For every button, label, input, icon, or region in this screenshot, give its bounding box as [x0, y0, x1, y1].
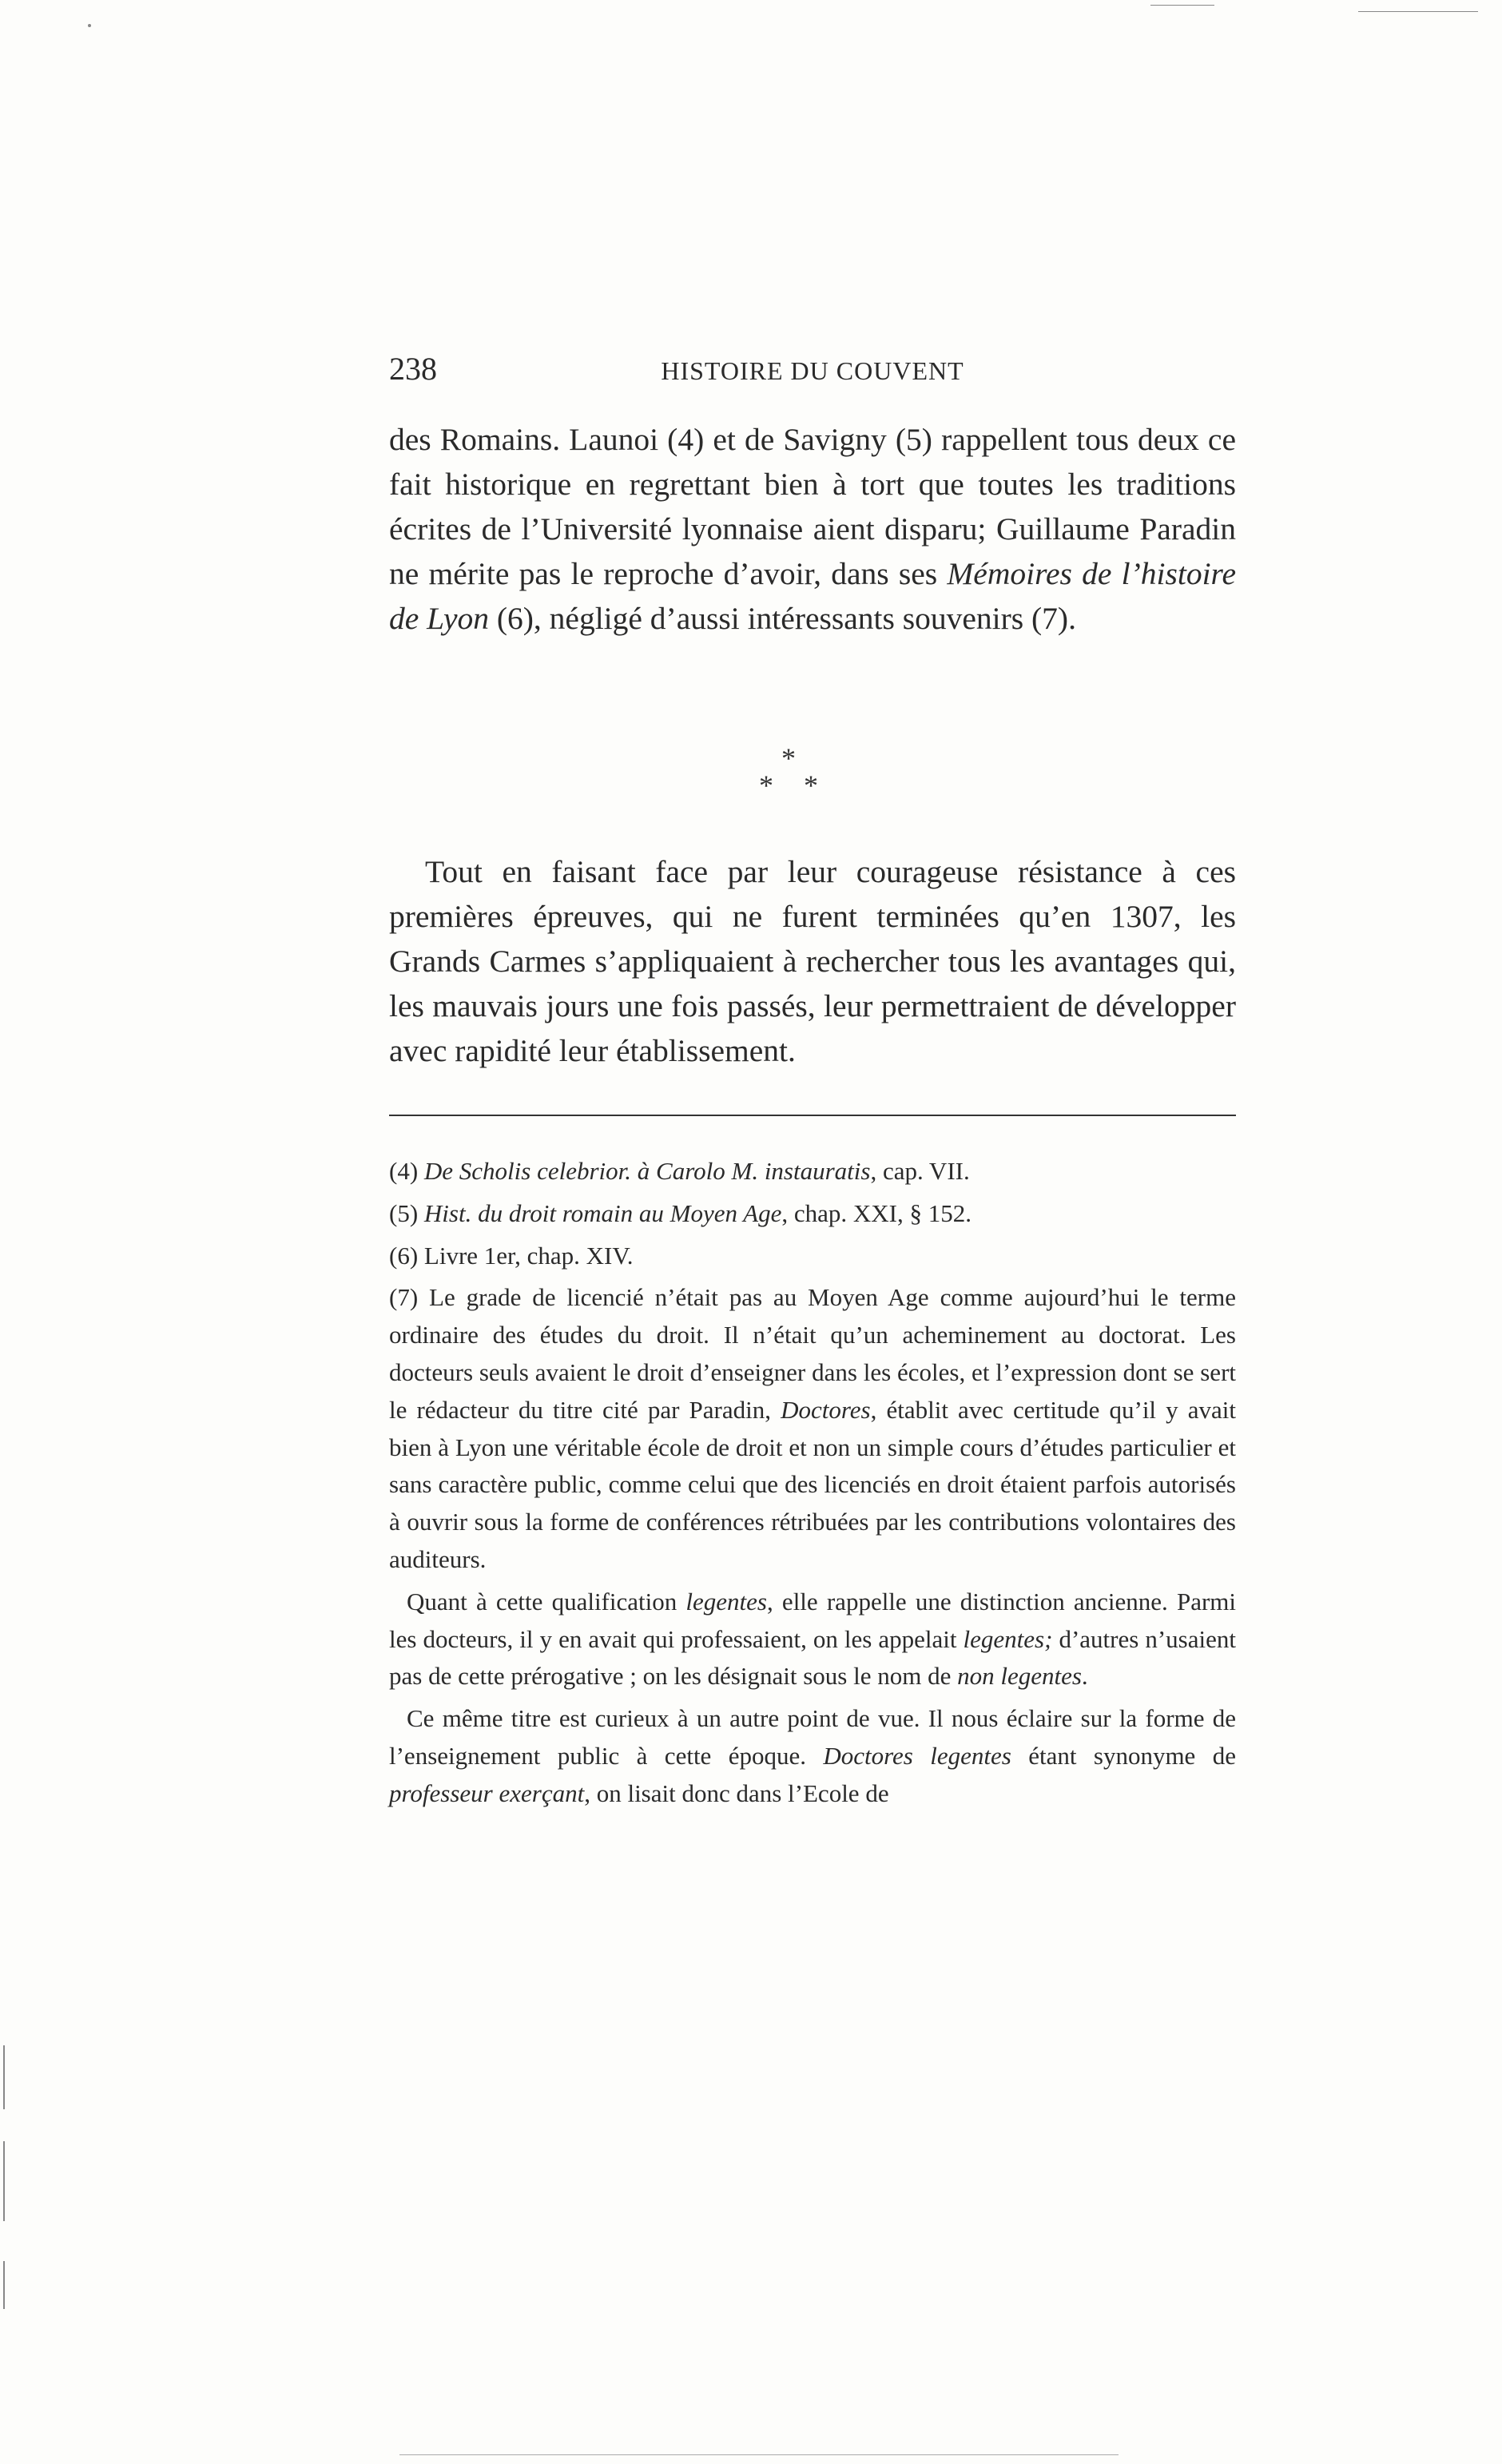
scan-artifact-bottom — [399, 2454, 1119, 2455]
footnote-4 — [389, 1153, 1236, 1190]
footnote-7 — [389, 1279, 1236, 1578]
footnote-7c-text-c: , on lisait donc dans l’Ecole de — [584, 1778, 889, 1807]
footnote-7c-text-a: Ce même titre est curieux à un autre point de vue. Il nous éclaire sur la forme de l’enseignement public à cette époque. — [389, 1704, 1236, 1770]
scan-artifact-left-1 — [3, 2045, 5, 2109]
paragraph-1 — [389, 417, 1236, 641]
asterism-star-left: * — [759, 769, 773, 801]
scan-artifact-top-1 — [1150, 5, 1214, 6]
footnote-7b-text-c: d’autres n’usaient pas de cette prérogative ; on les désignait sous le nom de — [389, 1624, 1236, 1691]
footnote-5-number: (5) — [389, 1198, 424, 1227]
footnote-7-paragraph-3 — [389, 1700, 1236, 1812]
footnote-5-italic: Hist. du droit romain au Moyen Age — [423, 1198, 782, 1227]
running-title: HISTOIRE DU COUVENT — [661, 356, 964, 385]
footnote-7b-italic-c: non legentes — [957, 1662, 1082, 1691]
scan-artifact-left-2 — [3, 2141, 5, 2221]
footnotes — [389, 1153, 1236, 1818]
asterism-star-top: * — [781, 742, 796, 774]
footnote-7b-text-d: . — [1081, 1662, 1088, 1691]
footnote-7-paragraph-2 — [389, 1584, 1236, 1695]
footnote-7b-text-b: , elle rappelle une distinction ancienne. Parmi les docteurs, il y en avait qui professaient, on les appelait — [389, 1587, 1237, 1653]
footnote-4-number: (4) — [389, 1157, 424, 1185]
footnote-7b-text-a: Quant à cette qualification — [407, 1587, 686, 1616]
footnote-6: (6) Livre 1er, chap. XIV. — [389, 1241, 634, 1270]
footnote-7c-text-b: étant synonyme de — [1011, 1741, 1236, 1770]
paragraph-1-text-a: des Romains. Launoi (4) et de Savigny (5) rappellent tous deux ce fait historique en regrettant bien à tort que toutes les traditions écrites de l’Université lyonnaise aient disparu; Guillaume Paradin ne mérite pas le reproche d’avoir, dans ses — [389, 422, 1236, 591]
footnote-4-italic: De Scholis celebrior. à Carolo M. instauratis — [423, 1157, 871, 1185]
paragraph-2-text: Tout en faisant face par leur courageuse résistance à ces premières épreuves, qui ne furent terminées qu’en 1307, les Grands Carmes s’appliquaient à rechercher tous les avantages qui, les mauvais jours une fois passés, leur permettraient de développer avec rapidité leur établissement. — [389, 854, 1236, 1068]
footnote-7c-italic-a: Doctores legentes — [823, 1741, 1011, 1770]
scan-artifact-top-2 — [1358, 11, 1478, 12]
footnote-5-rest: , chap. XXI, § 152. — [781, 1198, 972, 1227]
footnote-7b-italic-b: legentes; — [963, 1624, 1053, 1653]
footnote-7-text-a: (7) Le grade de licencié n’était pas au Moyen Age comme aujourd’hui le terme ordinaire des études du droit. Il n’était qu’un acheminement au doctorat. Les docteurs seuls avaient le droit d’enseigner dans les écoles, et l’expression dont se sert le rédacteur du titre cité par Paradin, — [389, 1283, 1236, 1424]
scan-artifact-dot — [88, 24, 91, 27]
footnote-7-italic-a: Doctores — [781, 1395, 871, 1424]
footnote-7c-italic-b: professeur exerçant — [389, 1778, 585, 1807]
footnote-separator — [389, 1115, 1236, 1116]
running-header — [389, 350, 1236, 398]
asterism-star-right: * — [804, 769, 818, 801]
page-number: 238 — [389, 351, 437, 387]
asterism — [751, 741, 847, 805]
footnote-4-rest: , cap. VII. — [870, 1157, 970, 1185]
footnote-7b-italic-a: legentes — [685, 1587, 767, 1616]
scan-artifact-left-3 — [3, 2261, 5, 2309]
paragraph-2 — [389, 849, 1236, 1073]
footnote-5 — [389, 1195, 1236, 1233]
paragraph-1-text-b: (6), négligé d’aussi intéressants souvenirs (7). — [488, 601, 1076, 636]
paragraph-1-italic-title: Mémoires de l’histoire de Lyon — [389, 556, 1236, 636]
footnote-7-text-b: , établit avec certitude qu’il y avait bien à Lyon une véritable école de droit et non un simple cours d’études particulier et sans caractère public, comme celui que des licenciés en droit étaient parfois autorisés à ouvrir sous la forme de conférences rétribuées par les contributions volontaires des auditeurs. — [389, 1395, 1236, 1573]
